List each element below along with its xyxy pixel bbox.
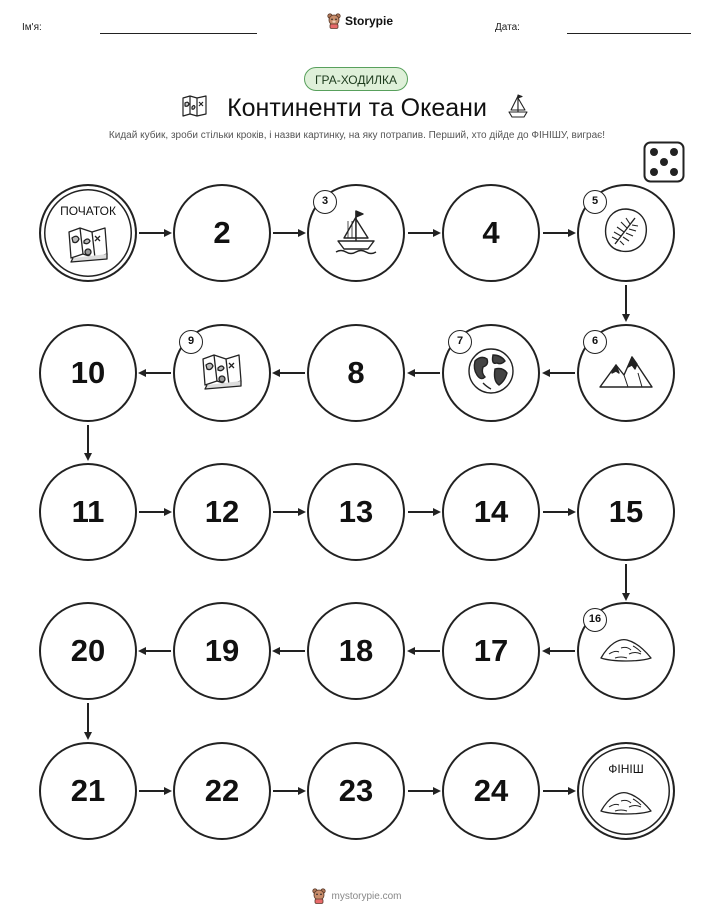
board-cell-11 (39, 463, 137, 561)
sailboat-icon (334, 207, 378, 260)
map-icon (65, 224, 111, 269)
board-cell-23 (307, 742, 405, 840)
cell-number: 23 (338, 773, 374, 808)
cell-number-tag: 7 (448, 330, 472, 354)
cell-number-tag: 6 (583, 330, 607, 354)
cell-number: 20 (70, 633, 106, 668)
board-cell-3 (307, 184, 405, 282)
board-cell-16 (577, 602, 675, 700)
footer-site: mystorypie.com (331, 890, 402, 902)
board-cell-7 (442, 324, 540, 422)
brand-name: Storypie (345, 14, 394, 28)
name-label: Ім'я: (22, 22, 42, 33)
board-cell-13 (307, 463, 405, 561)
cell-number-tag: 9 (179, 330, 203, 354)
footer-bear-icon (312, 888, 326, 904)
map-icon (199, 351, 245, 396)
footer (0, 888, 714, 904)
cell-number: 17 (473, 633, 509, 668)
board-cell-15 (577, 463, 675, 561)
board-cell-6 (577, 324, 675, 422)
board-cell-24 (442, 742, 540, 840)
finish-label: ФІНІШ (608, 762, 644, 776)
mountains-icon (598, 351, 654, 396)
sand-mound-icon (599, 634, 653, 669)
sand-mound-icon (599, 787, 653, 822)
cell-number: 18 (338, 633, 374, 668)
board-cell-21 (39, 742, 137, 840)
board-cell-14 (442, 463, 540, 561)
board-cell-4 (442, 184, 540, 282)
cell-number: 14 (473, 494, 509, 529)
cell-number-tag: 16 (583, 608, 607, 632)
instructions-text: Кидай кубик, зроби стільки кроків, і назви картинку, на яку потрапив. Перший, хто дійде до ФІНІШУ, виграє! (108, 130, 606, 141)
cell-number: 10 (70, 355, 106, 390)
board-cell-25 (577, 742, 675, 840)
cell-number-tag: 3 (313, 190, 337, 214)
cell-number: 24 (473, 773, 509, 808)
cell-number: 8 (347, 355, 365, 390)
board-cell-9 (173, 324, 271, 422)
page-title: Континенти та Океани (227, 94, 487, 122)
board-cell-12 (173, 463, 271, 561)
cell-number: 15 (608, 494, 644, 529)
board-cell-8 (307, 324, 405, 422)
board-cell-5 (577, 184, 675, 282)
board-cell-2 (173, 184, 271, 282)
board-cell-1 (39, 184, 137, 282)
cell-number: 13 (338, 494, 374, 529)
cell-number: 22 (204, 773, 240, 808)
board-cell-22 (173, 742, 271, 840)
fossil-leaf-icon (601, 206, 651, 261)
board-cell-20 (39, 602, 137, 700)
cell-number: 21 (70, 773, 106, 808)
cell-number: 4 (482, 215, 500, 250)
cell-number-tag: 5 (583, 190, 607, 214)
board-cell-18 (307, 602, 405, 700)
game-type-badge: ГРА-ХОДИЛКА (304, 67, 408, 91)
cell-number: 2 (213, 215, 231, 250)
board-cell-10 (39, 324, 137, 422)
date-label: Дата: (495, 22, 520, 33)
cell-number: 12 (204, 494, 240, 529)
start-label: ПОЧАТОК (60, 204, 116, 218)
cell-number: 19 (204, 633, 240, 668)
board-cell-17 (442, 602, 540, 700)
globe-icon (465, 345, 517, 402)
cell-number: 11 (71, 494, 105, 529)
board-cell-19 (173, 602, 271, 700)
